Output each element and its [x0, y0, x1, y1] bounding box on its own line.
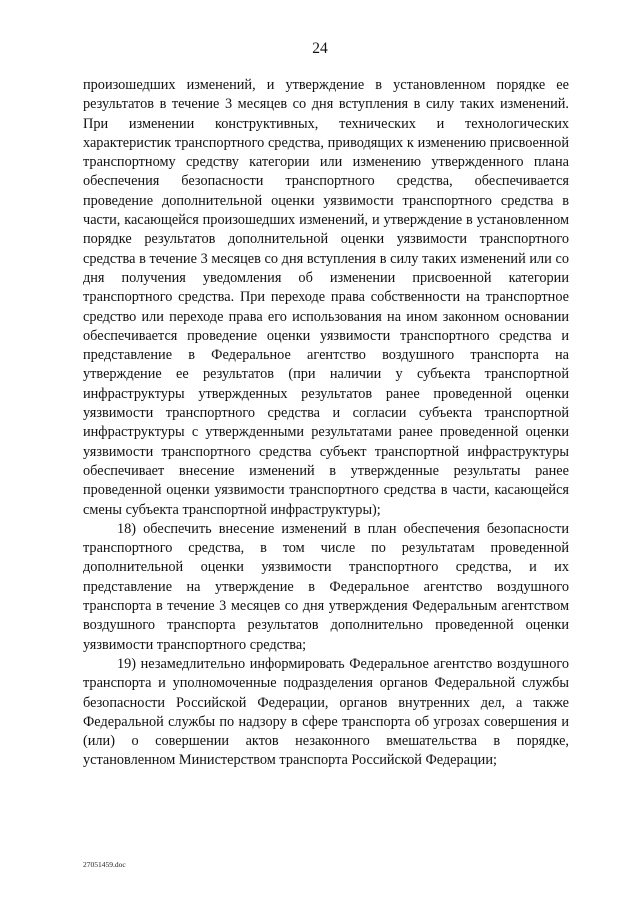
paragraph-item-19: 19) незамедлительно информировать Федеральное агентство воздушного транспорта и уполномоченные подразделения органов Федеральной службы безопасности Российской Федерации, органов внутренних дел, а также Федеральной службы по надзору в сфере транспорта об угрозах совершения и (или) о совершении актов незаконного вмешательства в порядке, установленном Министерством транспорта Российской Федерации; [83, 655, 569, 769]
document-body [83, 76, 569, 771]
page-number: 24 [312, 40, 328, 57]
paragraph-item-18: 18) обеспечить внесение изменений в план обеспечения безопасности транспортного средства, в том числе по результатам проведенной дополнительной оценки уязвимости транспортного средства, и их представление на утверждение в Федеральное агентство воздушного транспорта в течение 3 месяцев со дня утверждения Федеральным агентством воздушного транспорта результатов дополнительно проведенной оценки уязвимости транспортного средства; [83, 520, 569, 653]
footer-filename: 27051459.doc [83, 860, 126, 869]
paragraph-continuation: произошедших изменений, и утверждение в установленном порядке ее результатов в течение 3 месяцев со дня вступления в силу таких изменений. При изменении конструктивных, технических и технологических характеристик транспортного средства, приводящих к изменению присвоенной транспортному средству категории или изменению утвержденного плана обеспечения безопасности транспортного средства, обеспечивается проведение дополнительной оценки уязвимости транспортного средства в части, касающейся произошедших изменений, и утверждение в установленном порядке результатов дополнительной оценки уязвимости транспортного средства в течение 3 месяцев со дня вступления в силу таких изменений или со дня получения уведомления об изменении присвоенной категории транспортного средства. При переходе права собственности на транспортное средство или переходе права его использования на ином законном основании обеспечивается проведение оценки уязвимости транспортного средства и представление в Федеральное агентство воздушного транспорта на утверждение ее результатов (при наличии у субъекта транспортной инфраструктуры утвержденных результатов ранее проведенной оценки уязвимости транспортного средства и согласии субъекта транспортной инфраструктуры с утвержденными результатами ранее проведенной оценки уязвимости транспортного средства субъект транспортной инфраструктуры обеспечивает внесение изменений в утвержденные результаты ранее проведенной оценки уязвимости транспортного средства в части, касающейся смены субъекта транспортной инфраструктуры); [83, 77, 569, 518]
